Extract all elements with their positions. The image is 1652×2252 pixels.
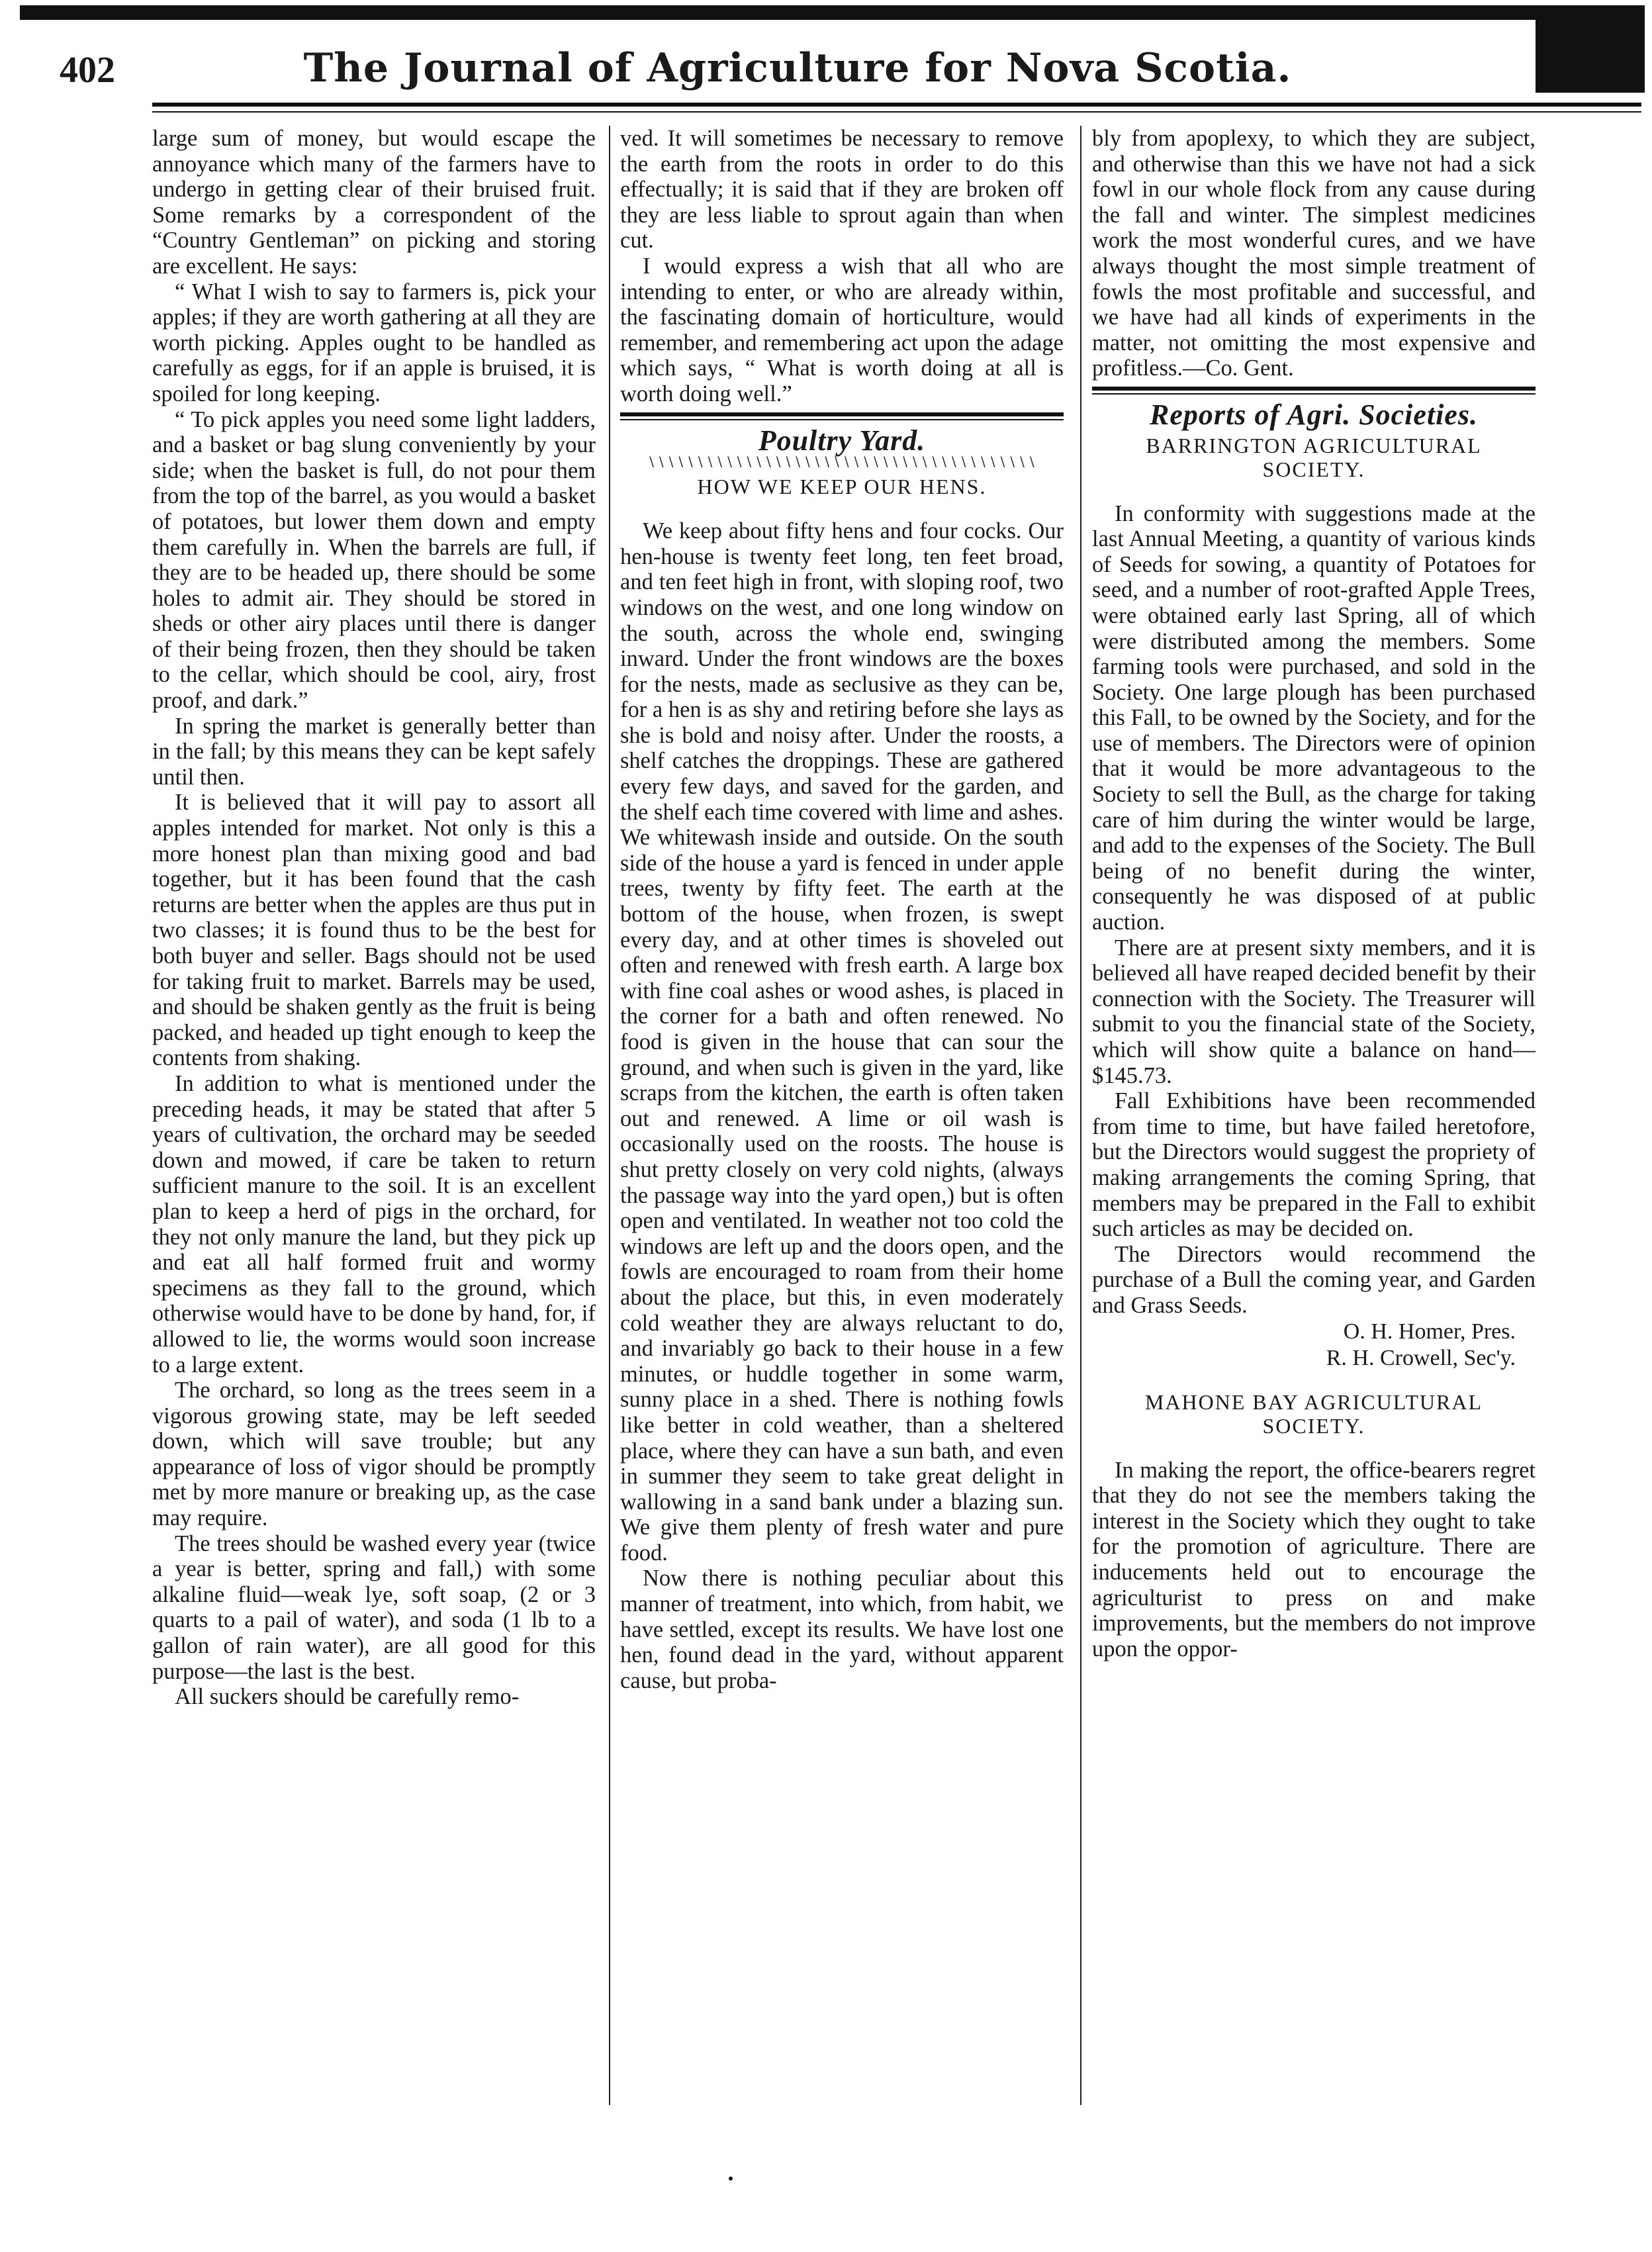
paragraph: “ What I wish to say to farmers is, pick your apples; if they are worth gathering at all they are worth picking. Apples ought to be handled as carefully as eggs, for if an apple is bruised, it is spoiled for long keeping. [152,279,596,406]
paragraph: The Directors would recommend the purchase of a Bull the coming year, and Garden and Grass Seeds. [1092,1241,1536,1318]
paragraph: bly from apoplexy, to which they are subject, and otherwise than this we have not had a sick fowl in our whole flock from any cause during the fall and winter. The simplest medicines work the most wonderful cures, and we have always thought the most simple treatment of fowls the most profitable and successful, and we have had all kinds of experiments in the matter, not omitting the most expensive and profitless.—Co. Gent. [1092,126,1536,381]
ornamental-rule: ∖∖∖∖∖∖∖∖∖∖∖∖∖∖∖∖∖∖∖∖∖∖∖∖∖∖∖∖∖∖∖∖∖∖∖∖∖∖∖∖ [647,455,1037,471]
section-title-poultry-yard: Poultry Yard. [758,424,926,457]
paragraph: “ To pick apples you need some light ladders, and a basket or bag slung conveniently by your side; when the basket is full, do not pour them from the top of the barrel, as you would a basket of potatoes, but lower them down and empty them carefully in. When the barrels are full, if they are to be headed up, there should be some holes to admit air. They should be stored in sheds or other airy places until there is danger of their being frozen, then they should be taken to the cellar, which should be cool, airy, frost proof, and dark.” [152,406,596,714]
header-rule-thick [152,103,1641,107]
article-heading: BARRINGTON AGRICULTURAL SOCIETY. [1146,433,1482,481]
paragraph: The trees should be washed every year (twice a year is better, spring and fall,) with some alkaline fluid—weak lye, soft soap, (2 or 3 quarts to a pail of water), and soda (1 lb to a gallon of rain water), are all good for this purpose—the last is the best. [152,1530,596,1684]
article-heading: MAHONE BAY AGRICULTURAL SOCIETY. [1144,1389,1483,1438]
column-2 [620,126,1064,2112]
paragraph: It is believed that it will pay to assort all apples intended for market. Not only is this a more honest plan than mixing good and bad together, but it has been found that the cash returns are better when the apples are thus put in two classes; it is found thus to be the best for both buyer and seller. Bags should not be used for taking fruit to market. Barrels may be used, and should be shaken gently as the fruit is being packed, and headed up tight enough to keep the contents from shaking. [152,790,596,1071]
paragraph: There are at present sixty members, and it is believed all have reaped decided benefit by their connection with the Society. The Treasurer will submit to you the financial state of the Society, which will show quite a balance on hand—$145.73. [1092,935,1536,1088]
paragraph: Fall Exhibitions have been recommended from time to time, but have failed heretofore, but the Directors would suggest the propriety of making arrangements the coming Spring, that members may be prepared in the Fall to exhibit such articles as may be decided on. [1092,1088,1536,1242]
journal-title: The Journal of Agriculture for Nova Scotia. [303,45,1292,91]
column-divider-2 [1080,126,1081,2105]
column-1 [152,126,596,2112]
section-divider-thin [620,419,1064,420]
paragraph: In conformity with suggestions made at the last Annual Meeting, a quantity of various kinds of Seeds for sowing, a quantity of Potatoes for seed, and a number of root-grafted Apple Trees, were obtained early last Spring, all of which were distributed among the members. Some farming tools were purchased, and sold in the Society. One large plough has been purchased this Fall, to be owned by the Society, and for the use of members. The Directors were of opinion that it would be more advantageous to the Society to sell the Bull, as the charge for taking care of him during the winter would be large, and add to the expenses of the Society. The Bull being of no benefit during the winter, consequently he was disposed of at public auction. [1092,500,1536,935]
column-divider-1 [609,126,610,2105]
paragraph: I would express a wish that all who are intending to enter, or who are already within, the fascinating domain of horticulture, would remember, and remembering act upon the adage which says, “ What is worth doing at all is worth doing well.” [620,253,1064,406]
header-rule-thin [152,111,1641,113]
section-title-reports: Reports of Agri. Societies. [1150,398,1478,431]
signature-president: O. H. Homer, Pres. [1343,1319,1516,1344]
article-heading: HOW WE KEEP OUR HENS. [697,475,987,499]
column-3 [1092,126,1536,2112]
paragraph: The orchard, so long as the trees seem in a vigorous growing state, may be left seeded down, which will save trouble; but any appearance of loss of vigor should be promptly met by more manure or breaking up, as the case may require. [152,1378,596,1531]
section-divider-thick [620,412,1064,416]
page-number: 402 [60,50,115,91]
paragraph: In addition to what is mentioned under the preceding heads, it may be stated that after 5 years of cultivation, the orchard may be seeded down and mowed, if care be taken to return sufficient manure to the soil. It is an excellent plan to keep a herd of pigs in the orchard, for they not only manure the land, but they pick up and eat all half formed fruit and wormy specimens as they fall to the ground, which otherwise would have to be done by hand, for, if allowed to lie, the worms would soon increase to a large extent. [152,1070,596,1378]
paragraph: Now there is nothing peculiar about this manner of treatment, into which, from habit, we have settled, except its results. We have lost one hen, found dead in the yard, without apparent cause, but proba- [620,1566,1064,1693]
page-header [60,40,1536,99]
paragraph: large sum of money, but would escape the annoyance which many of the farmers have to undergo in getting clear of their bruised fruit. Some remarks by a correspondent of the “Country Gentleman” on picking and storing are excellent. He says: [152,126,596,279]
section-divider-thick [1092,387,1536,391]
section-divider-thin [1092,393,1536,395]
paragraph: All suckers should be carefully remo- [175,1684,520,1710]
paragraph: ved. It will sometimes be necessary to remove the earth from the roots in order to do this effectually; it is said that if they are broken off they are less liable to sprout again than when cut. [620,126,1064,254]
paragraph: In making the report, the office-bearers regret that they do not see the members taking the interest in the Society which they ought to take for the promotion of agriculture. There are inducements held out to encourage the agriculturist to press on and make improvements, but the members do not improve upon the oppor- [1092,1457,1536,1662]
bottom-dot [729,2177,733,2181]
top-right-black-block [1536,20,1645,93]
paragraph: In spring the market is generally better than in the fall; by this means they can be kept safely until then. [152,713,596,790]
paragraph: We keep about fifty hens and four cocks. Our hen-house is twenty feet long, ten feet broad, and ten feet high in front, with sloping roof, two windows on the west, and one long window on the south, across the whole end, swinging inward. Under the front windows are the boxes for the nests, made as seclusive as they can be, for a hen is as shy and retiring before she lays as she is bold and noisy after. Under the roosts, a shelf catches the droppings. These are gathered every few days, and saved for the garden, and the shelf each time covered with lime and ashes. We whitewash inside and outside. On the south side of the house a yard is fenced in under apple trees, twenty by fifty feet. The earth at the bottom of the house, when frozen, is swept every day, and at other times is shoveled out often and renewed with fresh earth. A large box with fine coal ashes or wood ashes, is placed in the corner for a bath and often renewed. No food is given in the house that can sour the ground, and when such is given in the yard, like scraps from the kitchen, the earth is often taken out and renewed. A lime or oil wash is occasionally used on the roosts. The house is shut pretty closely on very cold nights, (always the passage way into the yard open,) but is often open and ventilated. In weather not too cold the windows are left up and the doors open, and the fowls are encouraged to roam from their home about the place, but this, in even moderately cold weather they are always reluctant to do, and invariably go back to their house in a few minutes, or huddle together in some warm, sunny place in a shed. There is nothing fowls like better in cold weather, than a sheltered place, where they can have a sun bath, and even in summer they seem to take great delight in wallowing in a sand bank under a blazing sun. We give them plenty of fresh water and pure food. [620,518,1064,1566]
signature-secretary: R. H. Crowell, Sec'y. [1326,1345,1516,1370]
top-black-bar [20,5,1645,20]
